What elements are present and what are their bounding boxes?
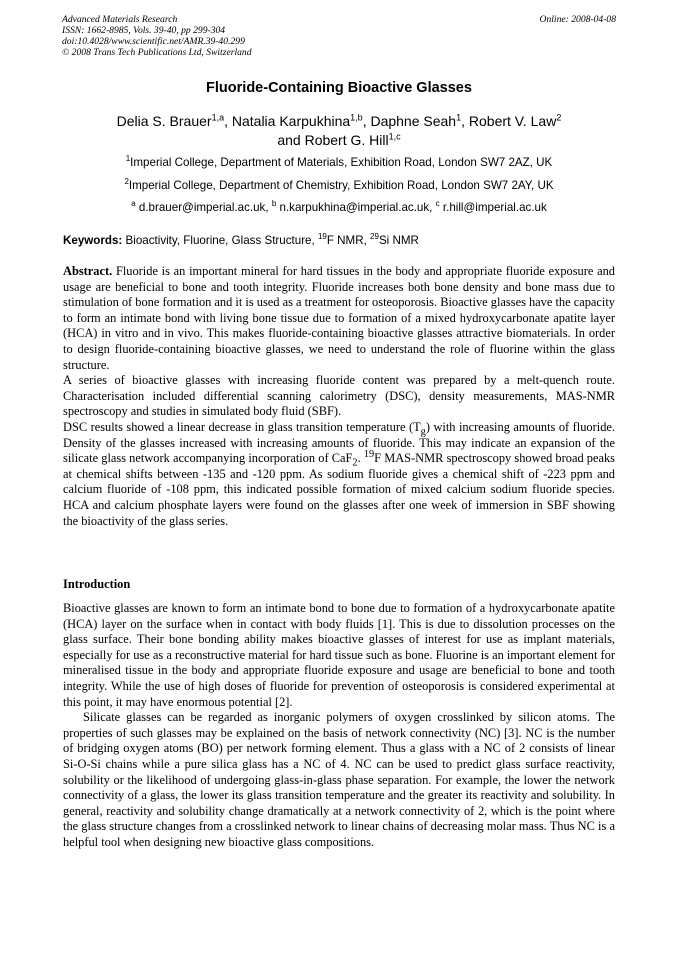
author-hill-affil: 1,c bbox=[388, 131, 401, 142]
affiliation-1-text: Imperial College, Department of Materials, Exhibition Road, London SW7 2AZ, UK bbox=[130, 156, 553, 169]
keywords-label: Keywords: bbox=[63, 234, 123, 247]
doi-line: doi:10.4028/www.scientific.net/AMR.39-40.299 bbox=[62, 36, 245, 47]
journal-header bbox=[62, 14, 616, 58]
author-karpukhina-affil: 1,b bbox=[350, 112, 363, 123]
email-a[interactable]: d.brauer@imperial.ac.uk, bbox=[138, 201, 269, 214]
affiliation-2 bbox=[62, 179, 616, 192]
abstract-p3-d: F MAS-NMR spectroscopy showed broad peaks at chemical shifts between -135 and -120 ppm. As sodium fluoride gives a chemical shift of -223 ppm and calcium fluoride of -108 ppm, this indicated possible formation of mixed calcium sodium fluoride species. HCA and calcium phosphate layers were found on the glasses after one week of immersion in SBF showing the bioactivity of the glass series. bbox=[63, 451, 616, 528]
issn-line: ISSN: 1662-8985, Vols. 39-40, pp 299-304 bbox=[62, 25, 226, 36]
abstract-p3-a: DSC results showed a linear decrease in glass transition temperature (T bbox=[63, 419, 421, 434]
affiliation-2-text: Imperial College, Department of Chemistry, Exhibition Road, London SW7 2AY, UK bbox=[128, 179, 554, 192]
affiliation-1-mark: 1 bbox=[125, 154, 131, 164]
abstract-paragraph-2: A series of bioactive glasses with increasing fluoride content was prepared by a melt-quench route. Characterisation included differential scanning calorimetry (DSC), density measurements, MAS-NMR spectroscopy and studies in simulated body fluid (SBF). bbox=[63, 373, 615, 419]
journal-name: Advanced Materials Research bbox=[62, 14, 178, 25]
keywords-sup-19: 19 bbox=[317, 232, 327, 242]
caf2-subscript: 2 bbox=[352, 457, 358, 469]
email-a-mark: a bbox=[131, 199, 136, 209]
abstract-section bbox=[63, 264, 615, 529]
author-karpukhina: , Natalia Karpukhina bbox=[224, 113, 351, 129]
abstract-label: Abstract. bbox=[63, 264, 113, 278]
keywords-sup-29: 29 bbox=[370, 232, 379, 242]
abstract-p1-text: Fluoride is an important mineral for hard tissues in the body and appropriate fluoride exposure and usage are beneficial to bone and tooth integrity. Fluoride increases both bone density and bone mass due to stimulation of bone formation and it is used as a treatment for osteoporosis. Bioactive glasses have the capacity to form an intimate bond with living bone tissue due to formation of a mixed hydroxycarbonate apatite layer (HCA) in vitro and in vivo. This makes fluoride-containing bioactive glasses attractive biomaterials. In order to design fluoride-containing bioactive glasses, we need to understand the role of fluorine within the glass structure. bbox=[63, 264, 615, 372]
email-c[interactable]: r.hill@imperial.ac.uk bbox=[442, 201, 547, 214]
tg-subscript: g bbox=[420, 426, 426, 438]
keywords-text-3: Si NMR bbox=[378, 234, 419, 247]
author-law-affil: 2 bbox=[556, 112, 562, 123]
online-date: Online: 2008-04-08 bbox=[539, 14, 616, 25]
introduction-paragraph-2: Silicate glasses can be regarded as inorganic polymers of oxygen crosslinked by silicon atoms. The properties of such glasses may be explained on the basis of network connectivity (NC) [3]. NC is the number of bridging oxygen atoms (BO) per network forming element. Thus a glass with a NC of 2 consists of linear Si-O-Si chains while a pure silica glass has a NC of 4. NC can be used to predict glass surface reactivity, solubility or the likelihood of undergoing glass-in-glass phase separation. For example, the lower the network connectivity of a glass, the lower its glass transition temperature and the greater its reactivity and solubility. In general, reactivity and solubility change dramatically at a network connectivity of 2, which is the point where the glass structure changes from a crosslinked network to linear chains of decreasing molar mass. Thus NC is a helpful tool when designing new bioactive glass compositions. bbox=[63, 710, 615, 849]
email-b[interactable]: n.karpukhina@imperial.ac.uk, bbox=[279, 201, 433, 214]
email-c-mark: c bbox=[435, 199, 440, 209]
introduction-paragraph-1: Bioactive glasses are known to form an intimate bond to bone due to formation of a hydroxycarbonate apatite (HCA) layer on the surface when in contact with body fluids [1]. This is due to dissolution processes on the glass surface. Their bone bonding ability makes bioactive glasses of interest for use as implant materials, especially for use as a reconstructive material for hard tissue such as bone. Fluorine is an important element for mineralised tissue in the body and appropriate fluoride exposure and usage are beneficial to bone and tooth integrity. While the use of high doses of fluoride for prevention of osteoporosis is considered experimental at this point, it may have enormous potential [2]. bbox=[63, 601, 615, 709]
affiliation-1 bbox=[62, 156, 616, 169]
keywords-text-1: Bioactivity, Fluorine, Glass Structure, bbox=[125, 234, 315, 247]
abstract-paragraph-1 bbox=[63, 264, 615, 373]
abstract-paragraph-3 bbox=[63, 420, 615, 529]
keywords-text-2: F NMR, bbox=[326, 234, 367, 247]
affiliation-2-mark: 2 bbox=[124, 177, 129, 187]
email-line bbox=[62, 201, 616, 214]
copyright-line: © 2008 Trans Tech Publications Ltd, Switzerland bbox=[62, 47, 252, 58]
author-law: , Robert V. Law bbox=[461, 113, 557, 129]
keywords-line bbox=[63, 234, 617, 247]
author-seah-affil: 1 bbox=[456, 112, 462, 123]
introduction-heading: Introduction bbox=[63, 577, 131, 591]
author-brauer-affil: 1,a bbox=[211, 112, 225, 123]
abstract-p3-c: . bbox=[357, 451, 364, 466]
f19-superscript: 19 bbox=[363, 449, 375, 460]
introduction-section bbox=[63, 601, 615, 851]
abstract-p3-b: ) with increasing amounts of fluoride. Density of the glasses increased with increasing amounts of fluoride. This may indicate an expansion of the silicate glass network accompanying incorporation of CaF bbox=[63, 419, 615, 466]
author-hill: and Robert G. Hill bbox=[277, 132, 389, 148]
author-seah: , Daphne Seah bbox=[362, 113, 457, 129]
email-b-mark: b bbox=[271, 199, 277, 209]
paper-title: Fluoride-Containing Bioactive Glasses bbox=[206, 80, 472, 96]
author-list bbox=[62, 112, 616, 150]
author-brauer: Delia S. Brauer bbox=[116, 113, 212, 129]
